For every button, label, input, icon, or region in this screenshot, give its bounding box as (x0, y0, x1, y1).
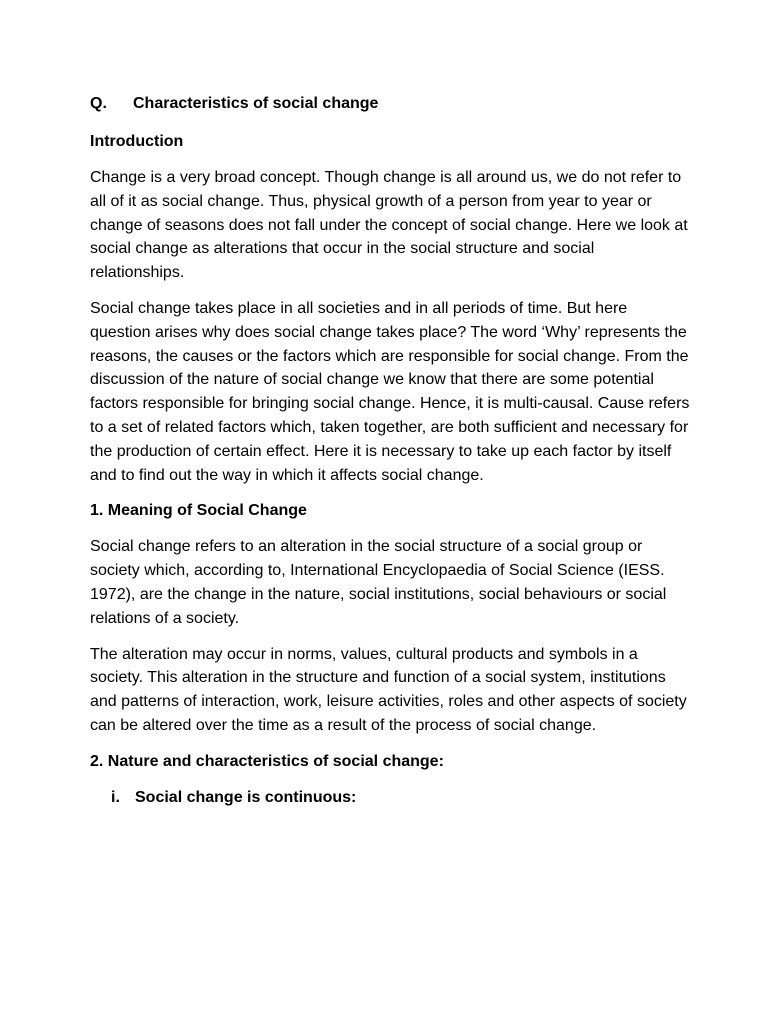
introduction-heading: Introduction (90, 133, 184, 150)
section-1-paragraph-1: Social change refers to an alteration in the social structure of a social group or society which, according to, International Encyclopaedia of Social Science (IESS. 1972), are the change in the nature, social institutions, social behaviours or social relations of a society. (90, 538, 667, 627)
section-1-heading: 1. Meaning of Social Change (90, 502, 307, 520)
intro-paragraph-1: Change is a very broad concept. Though change is all around us, we do not refer to all of it as social change. Thus, physical growth of a person from year to year or change of seasons does not fall under the concept of social change. Here we look at social change as alterations that occur in the social structure and social relationships. (90, 169, 688, 282)
document-page (90, 92, 690, 810)
intro-paragraph-2: Social change takes place in all societies and in all periods of time. But here question arises why does social change takes place? The word ‘Why’ represents the reasons, the causes or the factors which are responsible for social change. From the discussion of the nature of social change we know that there are some potential factors responsible for bringing social change. Hence, it is multi-causal. Cause refers to a set of related factors which, taken together, are both sufficient and necessary for the production of certain effect. Here it is necessary to take up each factor by itself and to find out the way in which it affects social change. (90, 299, 690, 484)
section-2-heading: 2. Nature and characteristics of social change: (90, 752, 444, 770)
question-title (90, 92, 690, 116)
item-text: Social change is continuous: (135, 788, 357, 806)
item-marker: i. (111, 788, 120, 806)
question-marker: Q. (90, 95, 107, 112)
section-1-paragraph-2: The alteration may occur in norms, values, cultural products and symbols in a society. This alteration in the structure and function of a social system, institutions and patterns of interaction, work, leisure activities, roles and other aspects of society can be altered over the time as a result of the process of social change. (90, 645, 687, 734)
question-text: Characteristics of social change (133, 95, 379, 112)
section-2-item-1 (90, 786, 690, 810)
